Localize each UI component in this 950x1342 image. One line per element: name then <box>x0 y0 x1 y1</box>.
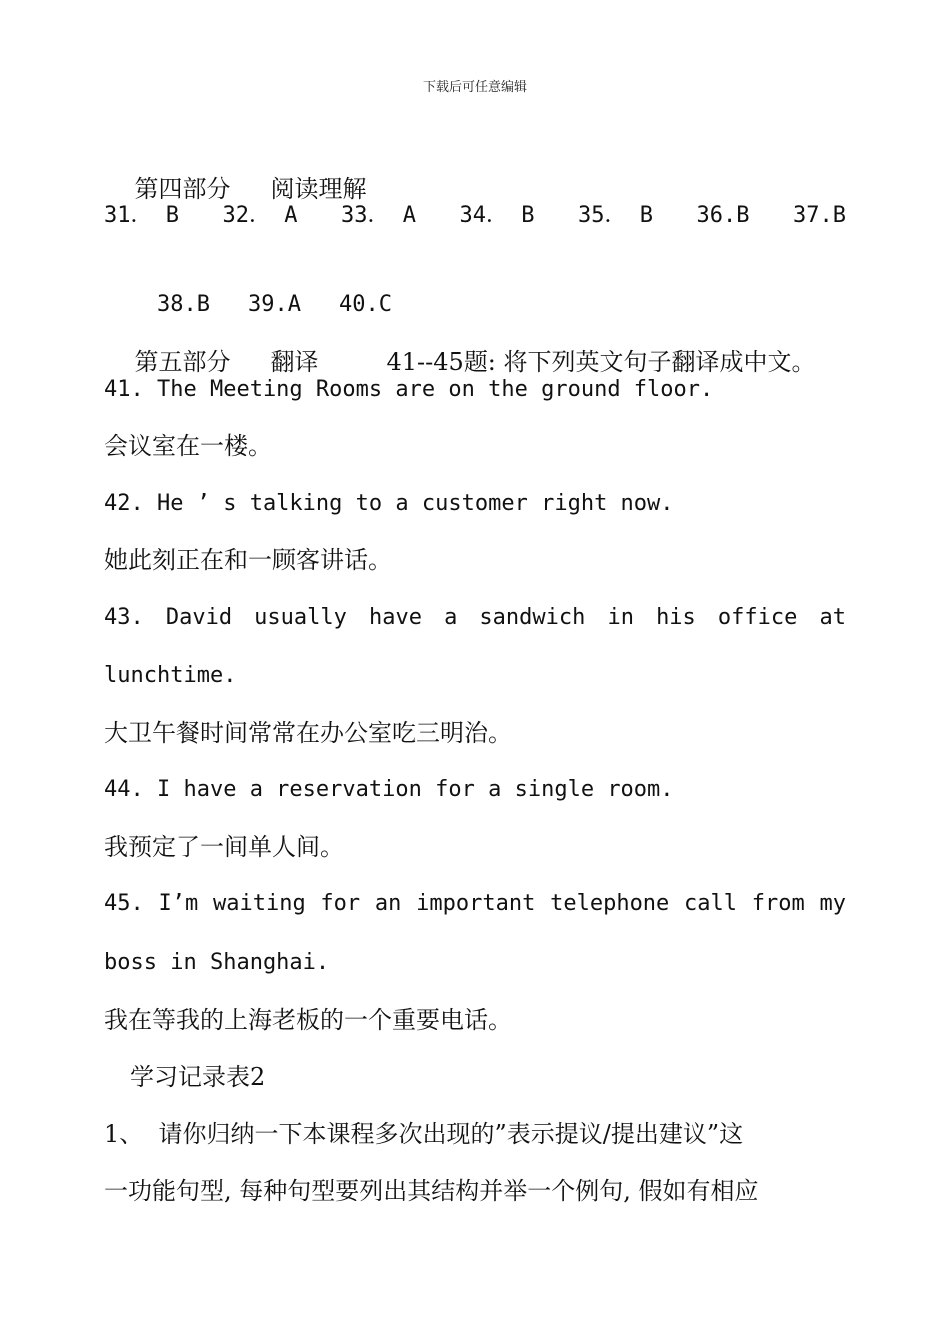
answer-38: 38.B <box>156 292 210 317</box>
q43-word: his <box>656 605 696 630</box>
part5-subtitle: 翻译 <box>270 348 319 376</box>
part4-title: 第四部分 <box>134 175 231 203</box>
q45-word: my <box>819 891 846 916</box>
answer-39: 39.A <box>247 292 301 317</box>
answer-31: 31． B <box>104 203 179 228</box>
q43-word: sandwich <box>479 605 586 630</box>
question-43-english-line-1 <box>104 603 846 633</box>
q43-word: office <box>717 605 798 630</box>
question-45-english-line-1 <box>104 889 846 919</box>
question-42-english: 42. He ’ s talking to a customer right now. <box>104 491 674 516</box>
q43-word: a <box>444 605 458 630</box>
answer-36: 36.B <box>696 203 750 228</box>
q45-word: for <box>320 891 361 916</box>
q43-word: in <box>607 605 634 630</box>
record-title: 学习记录表2 <box>130 1063 266 1091</box>
q43-word: 43. <box>104 605 144 630</box>
question-44-chinese: 我预定了一间单人间。 <box>104 833 344 861</box>
question-44-english: 44. I have a reservation for a single room. <box>104 777 674 802</box>
answer-33: 33． A <box>341 203 416 228</box>
question-43-chinese: 大卫午餐时间常常在办公室吃三明治。 <box>104 719 512 747</box>
q45-word: call <box>684 891 738 916</box>
page-header: 下载后可任意编辑 <box>422 80 527 95</box>
q45-word: from <box>751 891 805 916</box>
question-45-english-line-2: boss in Shanghai. <box>104 950 330 975</box>
answer-37: 37.B <box>793 203 846 228</box>
answers-row-1 <box>104 201 846 231</box>
q43-word: have <box>368 605 422 630</box>
q43-word: at <box>819 605 846 630</box>
q45-word: an <box>374 891 402 916</box>
record-question-1-line-2: 一功能句型, 每种句型要列出其结构并举一个例句, 假如有相应 <box>104 1177 759 1205</box>
question-41-english: 41. The Meeting Rooms are on the ground floor. <box>104 377 714 402</box>
answer-32: 32． A <box>222 203 298 228</box>
question-42-chinese: 她此刻正在和一顾客讲话。 <box>104 546 392 574</box>
q45-word: 45. <box>104 891 144 916</box>
q45-word: waiting <box>212 891 306 916</box>
question-43-english-line-2: lunchtime. <box>104 663 237 688</box>
record-question-1-line-1: 1、 请你归纳一下本课程多次出现的”表示提议/提出建议”这 <box>104 1120 744 1148</box>
q45-word: telephone <box>550 891 670 916</box>
answer-40: 40.C <box>338 292 392 317</box>
part5-title: 第五部分 <box>134 348 231 376</box>
part5-instruction: 41--45题: 将下列英文句子翻译成中文。 <box>386 348 816 376</box>
q45-word: I’m <box>158 891 199 916</box>
q45-word: important <box>416 891 536 916</box>
answer-35: 35． B <box>578 203 653 228</box>
question-41-chinese: 会议室在一楼。 <box>104 432 272 460</box>
q43-word: David <box>165 605 233 630</box>
question-45-chinese: 我在等我的上海老板的一个重要电话。 <box>104 1006 512 1034</box>
q43-word: usually <box>254 605 347 630</box>
answer-34: 34． B <box>459 203 535 228</box>
part4-subtitle: 阅读理解 <box>270 175 367 203</box>
